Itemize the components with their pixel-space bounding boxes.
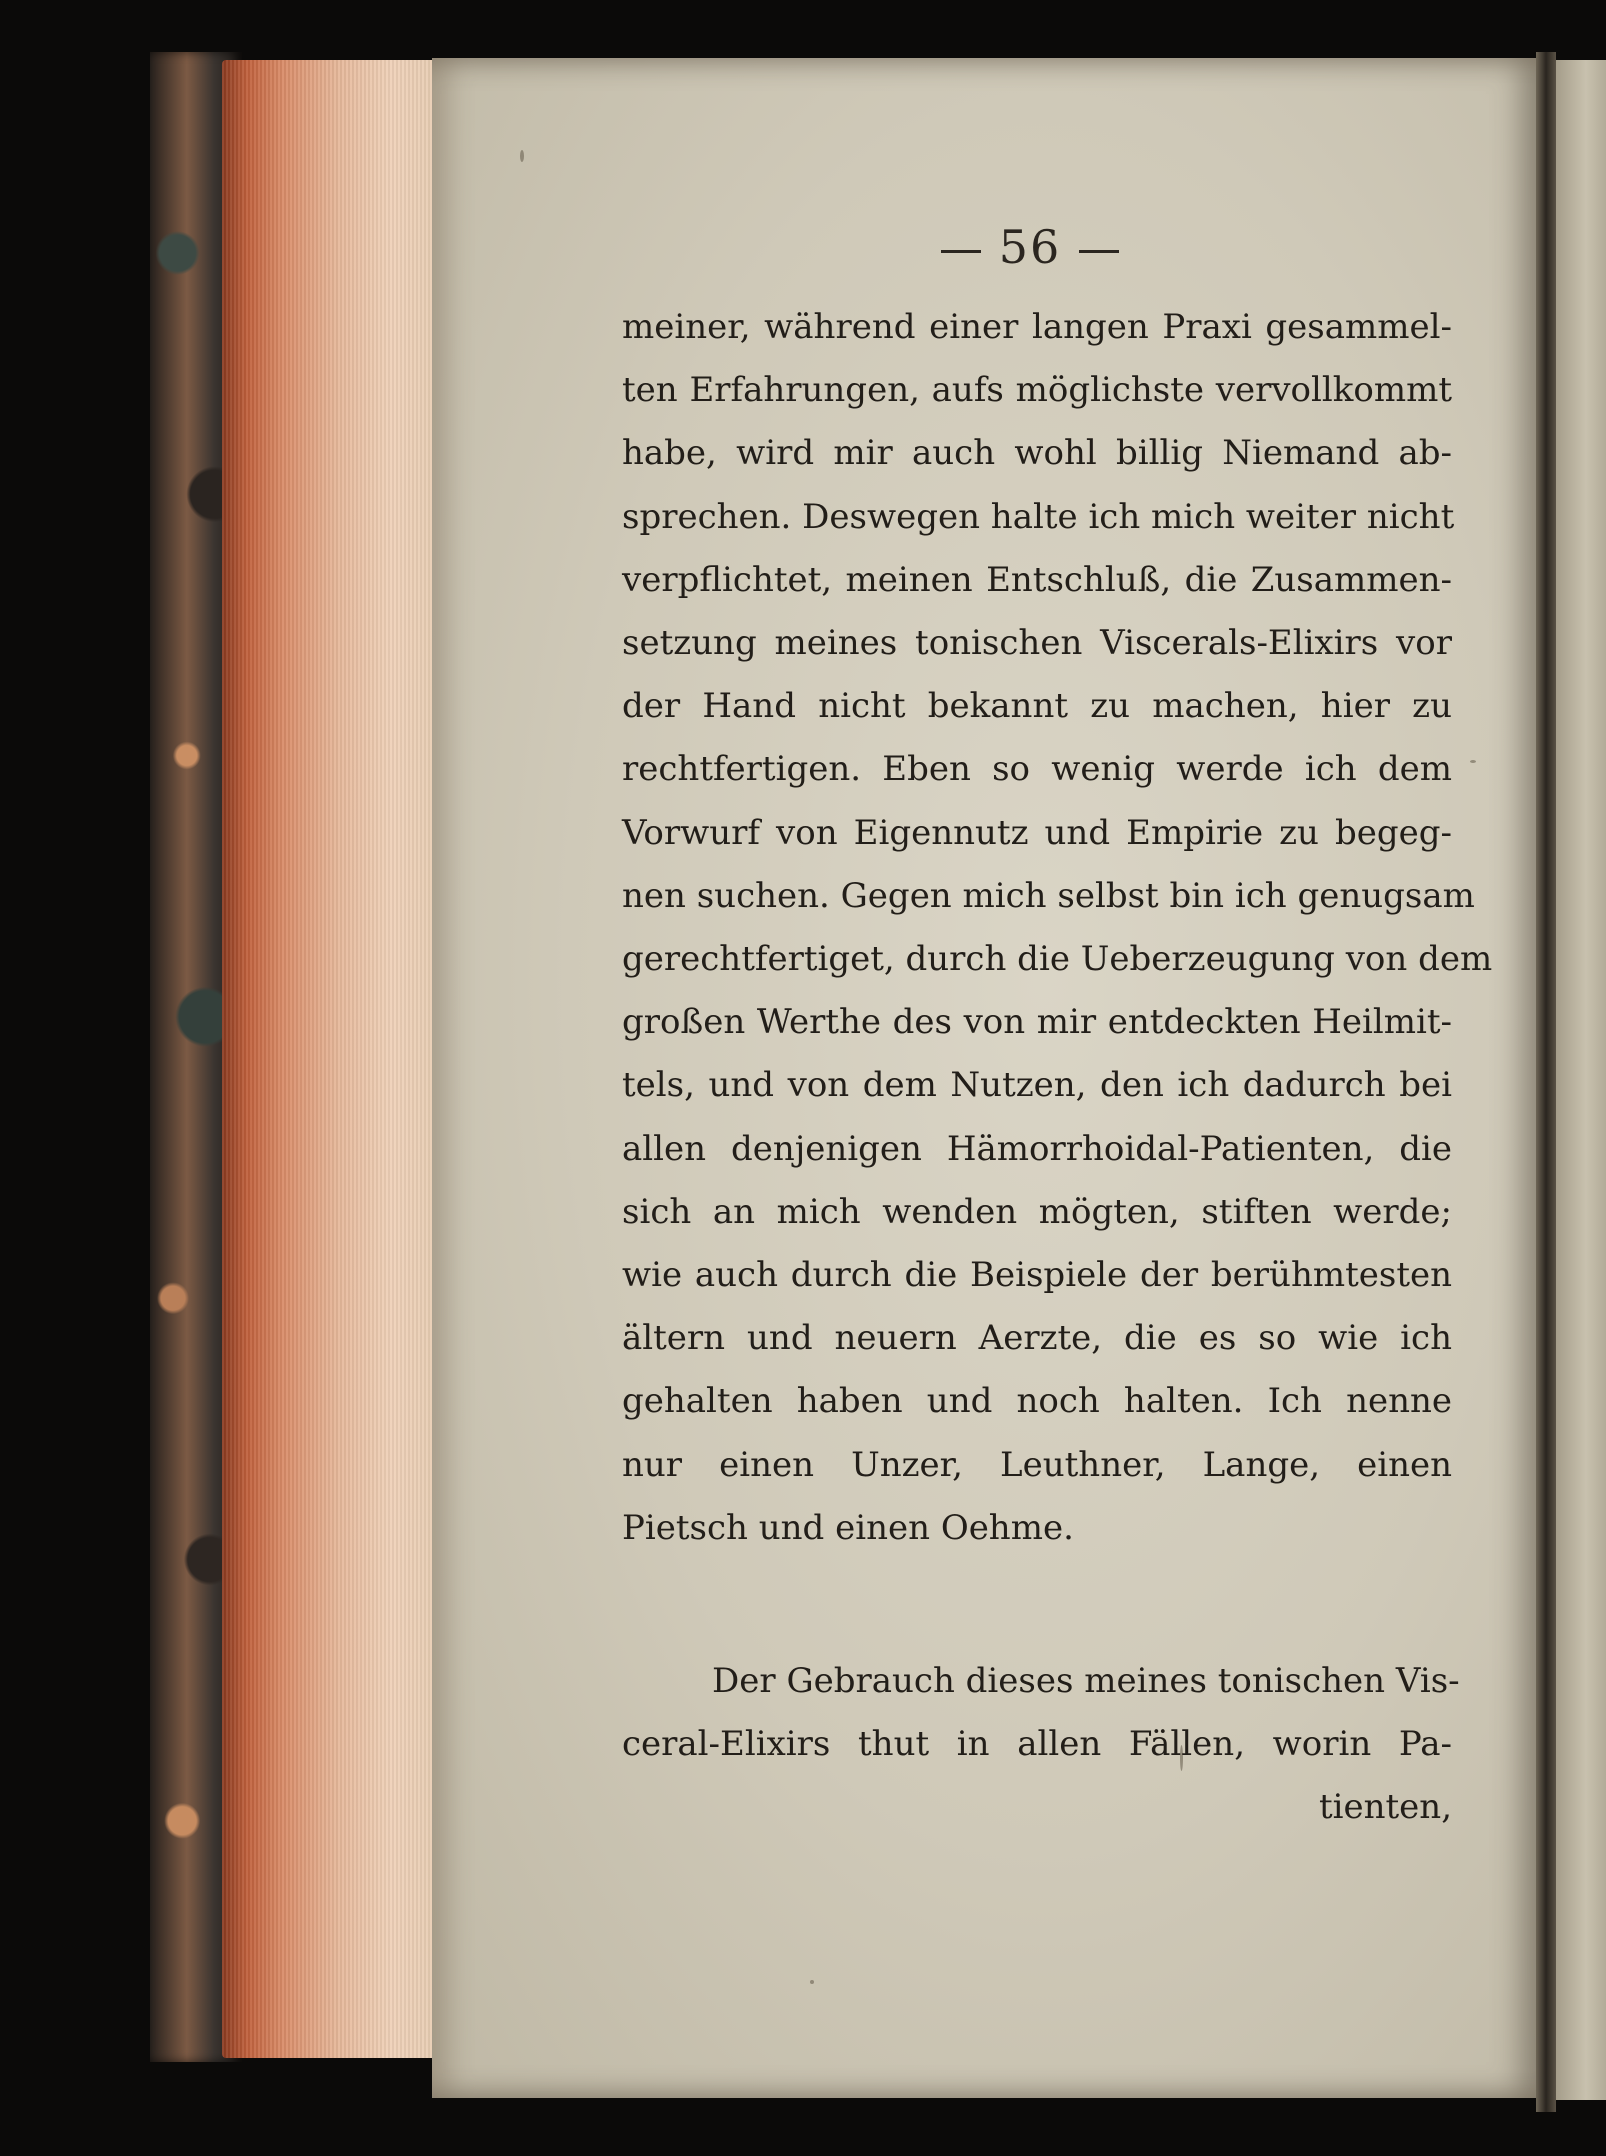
paragraph-gap [622, 1560, 1452, 1650]
facing-page [1556, 60, 1606, 2100]
text-line: habe, wird mir auch wohl billig Niemand ab- [622, 433, 1452, 474]
text-line: tels, und von dem Nutzen, den ich dadurch bei [622, 1065, 1452, 1106]
text-line: sprechen. Deswegen halte ich mich weiter nicht [622, 496, 1455, 537]
text-line: Pietsch und einen Oehme. [622, 1507, 1074, 1548]
text-line: der Hand nicht bekannt zu machen, hier zu [622, 686, 1452, 727]
text-line: allen denjenigen Hämorrhoidal-Patienten, die [622, 1128, 1452, 1169]
paper-speck [520, 150, 524, 162]
text-line: rechtfertigen. Eben so wenig werde ich dem [622, 749, 1452, 790]
paper-speck [1470, 760, 1476, 763]
page-number: 56 [998, 220, 1062, 274]
text-line: nur einen Unzer, Leuthner, Lange, einen [622, 1444, 1452, 1485]
text-line: ten Erfahrungen, aufs möglichste vervollkommt [622, 370, 1452, 411]
page-edges [222, 60, 434, 2058]
paper-speck [810, 1980, 814, 1984]
text-line: verpflichtet, meinen Entschluß, die Zusammen- [622, 559, 1452, 600]
text-line: Der Gebrauch dieses meines tonischen Vis- [712, 1661, 1460, 1702]
text-line: sich an mich wenden mögten, stiften werde; [622, 1191, 1452, 1232]
text-line: gehalten haben und noch halten. Ich nenne [622, 1381, 1452, 1422]
catchword: tienten, [1318, 1787, 1452, 1828]
text-line: ceral-Elixirs thut in allen Fällen, worin Pa- [622, 1724, 1452, 1765]
text-line: ältern und neuern Aerzte, die es so wie ich [622, 1318, 1452, 1359]
page-body [622, 296, 1493, 1840]
text-line: meiner, während einer langen Praxi gesammel- [622, 307, 1452, 347]
text-line: wie auch durch die Beispiele der berühmtesten [622, 1255, 1452, 1296]
header-dash-left [941, 250, 981, 253]
text-line: nen suchen. Gegen mich selbst bin ich genugsam [622, 875, 1475, 916]
text-line: großen Werthe des von mir entdeckten Heilmit- [622, 1002, 1452, 1043]
text-line: Vorwurf von Eigennutz und Empirie zu begeg- [622, 812, 1452, 853]
book-gutter [1536, 52, 1556, 2112]
text-line: gerechtfertiget, durch die Ueberzeugung von dem [622, 939, 1493, 980]
header-dash-right [1079, 250, 1119, 253]
page-header [910, 220, 1150, 274]
text-line: setzung meines tonischen Viscerals-Elixirs vor [622, 623, 1452, 664]
